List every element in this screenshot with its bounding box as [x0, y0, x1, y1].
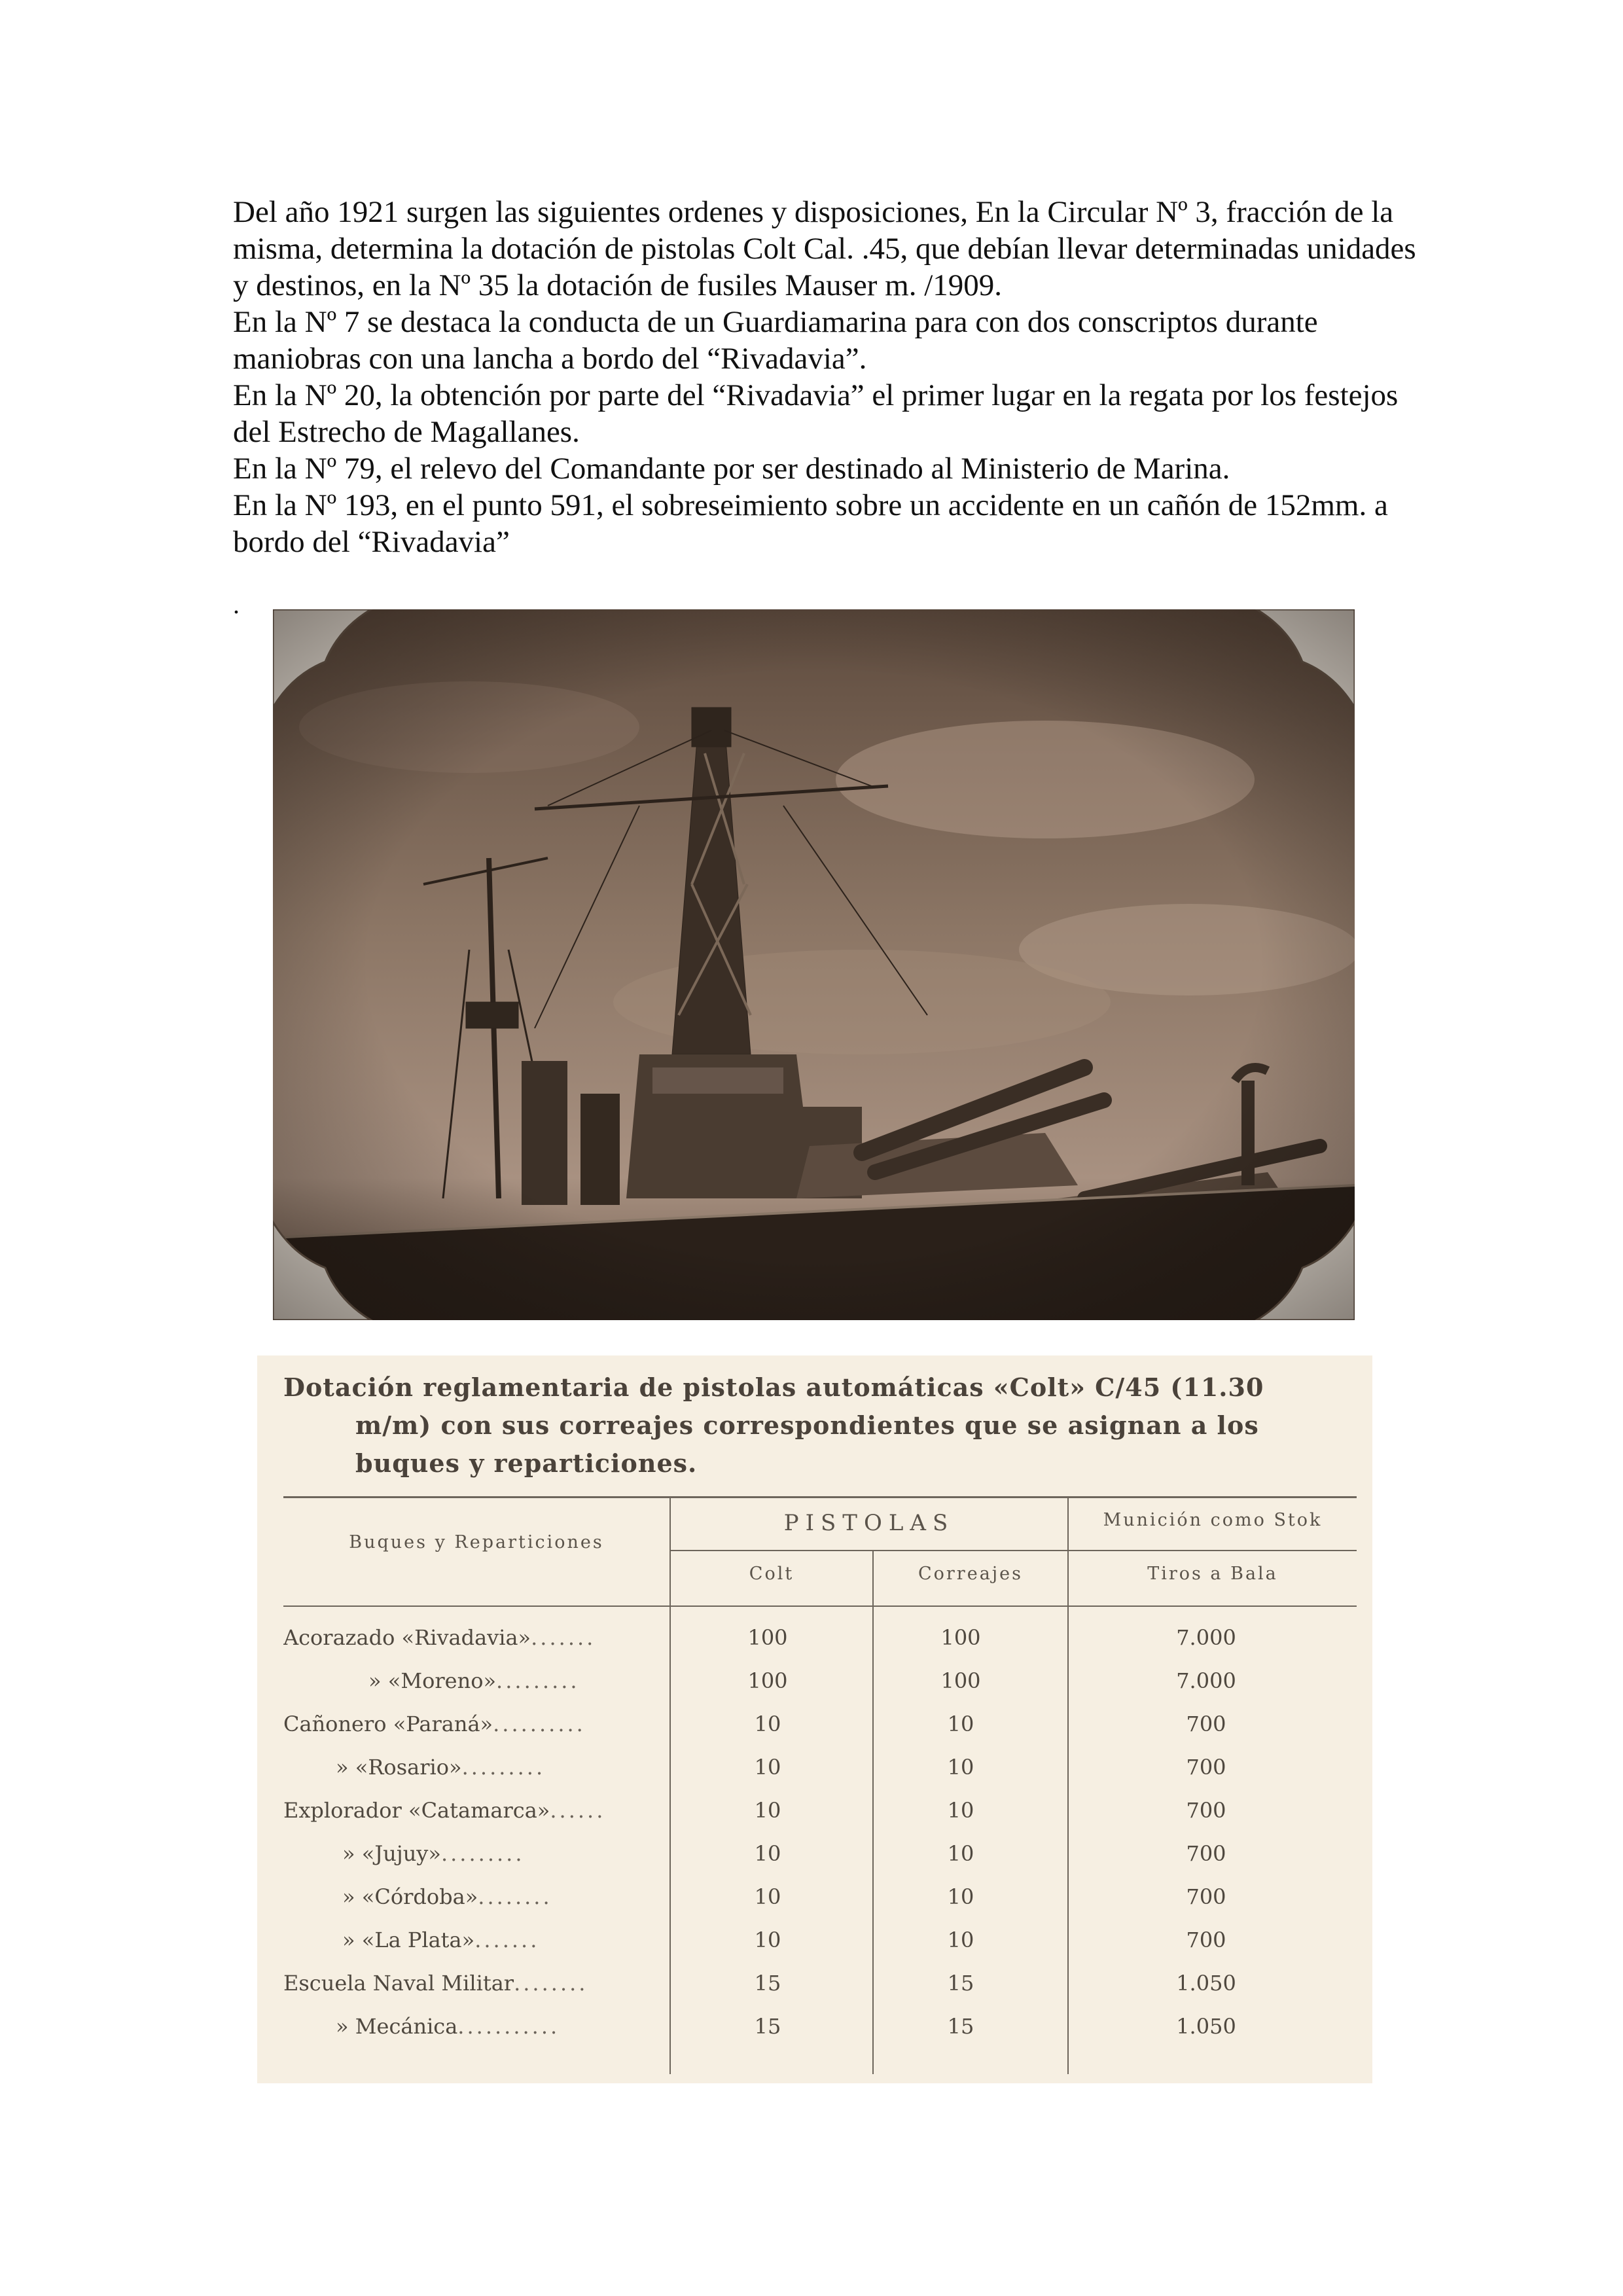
row-correajes: 10 [947, 1798, 974, 1823]
row-unit-name: » «Córdoba»........ [342, 1884, 552, 1909]
table-title-line-3: buques y reparticiones. [355, 1448, 698, 1478]
row-correajes: 15 [947, 1971, 974, 1996]
paragraph-4: En la Nº 79, el relevo del Comandante por ser destinado al Ministerio de Marina. [233, 452, 1230, 486]
table-top-rule [283, 1496, 1357, 1498]
row-correajes: 10 [947, 1884, 974, 1909]
row-colt: 100 [747, 1625, 788, 1650]
row-tiros: 700 [1186, 1712, 1226, 1736]
row-tiros: 7.000 [1176, 1668, 1236, 1693]
row-unit-name: Cañonero «Paraná».......... [283, 1712, 586, 1736]
battleship-illustration [273, 609, 1355, 1320]
table-row [283, 1747, 1357, 1790]
paragraph-2: En la Nº 7 se destaca la conducta de un Guardiamarina para con dos conscriptos durante maniobras con una lancha a bordo del “Rivadavia”. [233, 305, 1318, 376]
table-title-line-2: m/m) con sus correajes correspondientes que se asignan a los [355, 1410, 1259, 1440]
header-pistolas: PISTOLAS [783, 1510, 955, 1536]
table-header-rule [283, 1605, 1357, 1607]
row-unit-name: » Mecánica........... [336, 2014, 560, 2039]
row-unit-name: Escuela Naval Militar........ [283, 1971, 588, 1996]
row-colt: 15 [754, 1971, 781, 1996]
row-colt: 10 [754, 1712, 781, 1736]
paragraph-1: Del año 1921 surgen las siguientes ordenes y disposiciones, En la Circular Nº 3, fracción de la misma, determina la dotación de pistolas Colt Cal. .45, que debían llevar determinadas unidades y destinos, en la Nº 35 la dotación de fusiles Mauser m. /1909. [233, 195, 1416, 302]
paragraph-5: En la Nº 193, en el punto 591, el sobreseimiento sobre un accidente en un cañón de 152mm. a bordo del “Rivadavia” [233, 488, 1388, 559]
row-colt: 10 [754, 1798, 781, 1823]
row-colt: 10 [754, 1841, 781, 1866]
row-colt: 10 [754, 1928, 781, 1952]
row-correajes: 10 [947, 1712, 974, 1736]
row-tiros: 700 [1186, 1798, 1226, 1823]
row-tiros: 700 [1186, 1884, 1226, 1909]
battleship-photo [273, 609, 1355, 1320]
row-unit-name: » «Jujuy»......... [342, 1841, 525, 1866]
row-correajes: 10 [947, 1755, 974, 1780]
table-title-line-1: Dotación reglamentaria de pistolas automáticas «Colt» C/45 (11.30 [283, 1372, 1264, 1402]
row-unit-name: » «La Plata»....... [342, 1928, 540, 1952]
header-colt: Colt [749, 1564, 794, 1584]
table-row [283, 1704, 1357, 1747]
row-correajes: 10 [947, 1928, 974, 1952]
row-tiros: 7.000 [1176, 1625, 1236, 1650]
body-text [233, 194, 1424, 560]
table-title [283, 1369, 1357, 1482]
trailing-period: . [233, 590, 240, 619]
subheader-rule [669, 1550, 1357, 1551]
header-units: Buques y Reparticiones [349, 1532, 604, 1552]
row-tiros: 1.050 [1176, 1971, 1236, 1996]
table-row [283, 1833, 1357, 1876]
row-tiros: 700 [1186, 1841, 1226, 1866]
row-colt: 15 [754, 2014, 781, 2039]
row-unit-name: Explorador «Catamarca»...... [283, 1798, 606, 1823]
row-correajes: 100 [940, 1668, 981, 1693]
row-correajes: 100 [940, 1625, 981, 1650]
header-tiros: Tiros a Bala [1147, 1564, 1278, 1584]
row-correajes: 15 [947, 2014, 974, 2039]
table-row [283, 1920, 1357, 1963]
table-row [283, 1963, 1357, 2006]
row-colt: 10 [754, 1755, 781, 1780]
row-unit-name: » «Moreno»......... [368, 1668, 580, 1693]
table-row [283, 2006, 1357, 2049]
table-row [283, 1660, 1357, 1704]
row-unit-name: » «Rosario»......... [336, 1755, 546, 1780]
table-row [283, 1617, 1357, 1660]
table-row [283, 1790, 1357, 1833]
row-correajes: 10 [947, 1841, 974, 1866]
row-unit-name: Acorazado «Rivadavia»....... [283, 1625, 596, 1650]
header-correajes: Correajes [918, 1564, 1023, 1584]
row-colt: 10 [754, 1884, 781, 1909]
row-tiros: 1.050 [1176, 2014, 1236, 2039]
pistol-allocation-table [257, 1355, 1372, 2083]
header-municion: Munición como Stok [1103, 1510, 1323, 1530]
table-row [283, 1876, 1357, 1920]
paragraph-3: En la Nº 20, la obtención por parte del “Rivadavia” el primer lugar en la regata por los festejos del Estrecho de Magallanes. [233, 378, 1399, 449]
row-colt: 100 [747, 1668, 788, 1693]
row-tiros: 700 [1186, 1755, 1226, 1780]
row-tiros: 700 [1186, 1928, 1226, 1952]
